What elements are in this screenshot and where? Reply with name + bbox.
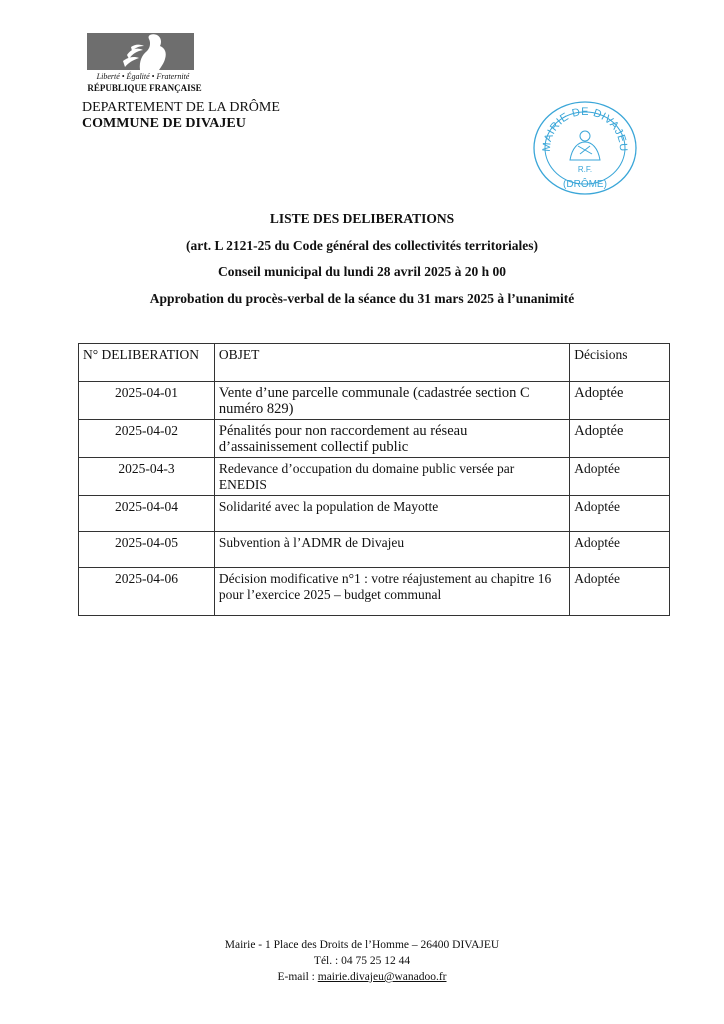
stamp-text-bottom: (DRÔME) (563, 179, 607, 190)
row-num: 2025-04-02 (79, 420, 215, 458)
row-num: 2025-04-06 (79, 568, 215, 616)
footer-email-line (0, 971, 724, 983)
row-objet: Solidarité avec la population de Mayotte (214, 496, 569, 532)
marianne-logo (87, 33, 194, 70)
legal-reference: (art. L 2121-25 du Code général des collectivités territoriales) (185, 238, 539, 253)
footer-email-link[interactable]: mairie.divajeu@wanadoo.fr (317, 971, 447, 983)
row-decision: Adoptée (570, 458, 670, 496)
republic-name: RÉPUBLIQUE FRANÇAISE (87, 83, 202, 93)
table-row (79, 420, 670, 458)
row-objet: Redevance d’occupation du domaine public versée par ENEDIS (214, 458, 569, 496)
department-name: DEPARTEMENT DE LA DRÔME (82, 100, 280, 115)
stamp-text-mid: R.F. (577, 165, 593, 174)
row-num: 2025-04-05 (79, 532, 215, 568)
header-decisions: Décisions (570, 344, 670, 382)
row-objet: Vente d’une parcelle communale (cadastrée section C numéro 829) (214, 382, 569, 420)
row-num: 2025-04-01 (79, 382, 215, 420)
stamp-text-top: MAIRIE DE DIVAJEU (540, 105, 630, 153)
table-row (79, 568, 670, 616)
svg-text:MAIRIE DE DIVAJEU (541, 106, 629, 152)
header-objet: OBJET (214, 344, 569, 382)
commune-name: COMMUNE DE DIVAJEU (82, 116, 246, 131)
meeting-info: Conseil municipal du lundi 28 avril 2025 à 20 h 00 (217, 264, 507, 279)
table-row (79, 532, 670, 568)
approval-note: Approbation du procès-verbal de la séance du 31 mars 2025 à l’unanimité (149, 291, 575, 306)
footer-address: Mairie - 1 Place des Droits de l’Homme – 26400 DIVAJEU (224, 939, 500, 951)
row-objet: Subvention à l’ADMR de Divajeu (214, 532, 569, 568)
row-objet: Décision modificative n°1 : votre réajustement au chapitre 16 pour l’exercice 2025 – budget communal (214, 568, 569, 616)
row-objet: Pénalités pour non raccordement au réseau d’assainissement collectif public (214, 420, 569, 458)
row-decision: Adoptée (570, 568, 670, 616)
table-row (79, 458, 670, 496)
table-header-row (79, 344, 670, 382)
table-row (79, 496, 670, 532)
mairie-stamp (530, 98, 640, 198)
header-num: N° DELIBERATION (79, 344, 215, 382)
row-decision: Adoptée (570, 532, 670, 568)
footer-phone: Tél. : 04 75 25 12 44 (313, 955, 411, 967)
document-title: LISTE DES DELIBERATIONS (269, 211, 455, 226)
deliberations-table (78, 343, 670, 616)
row-decision: Adoptée (570, 496, 670, 532)
row-num: 2025-04-04 (79, 496, 215, 532)
row-decision: Adoptée (570, 420, 670, 458)
table-row (79, 382, 670, 420)
row-decision: Adoptée (570, 382, 670, 420)
republic-motto: Liberté • Égalité • Fraternité (96, 72, 190, 81)
row-num: 2025-04-3 (79, 458, 215, 496)
footer-email-label: E-mail : (277, 971, 318, 983)
